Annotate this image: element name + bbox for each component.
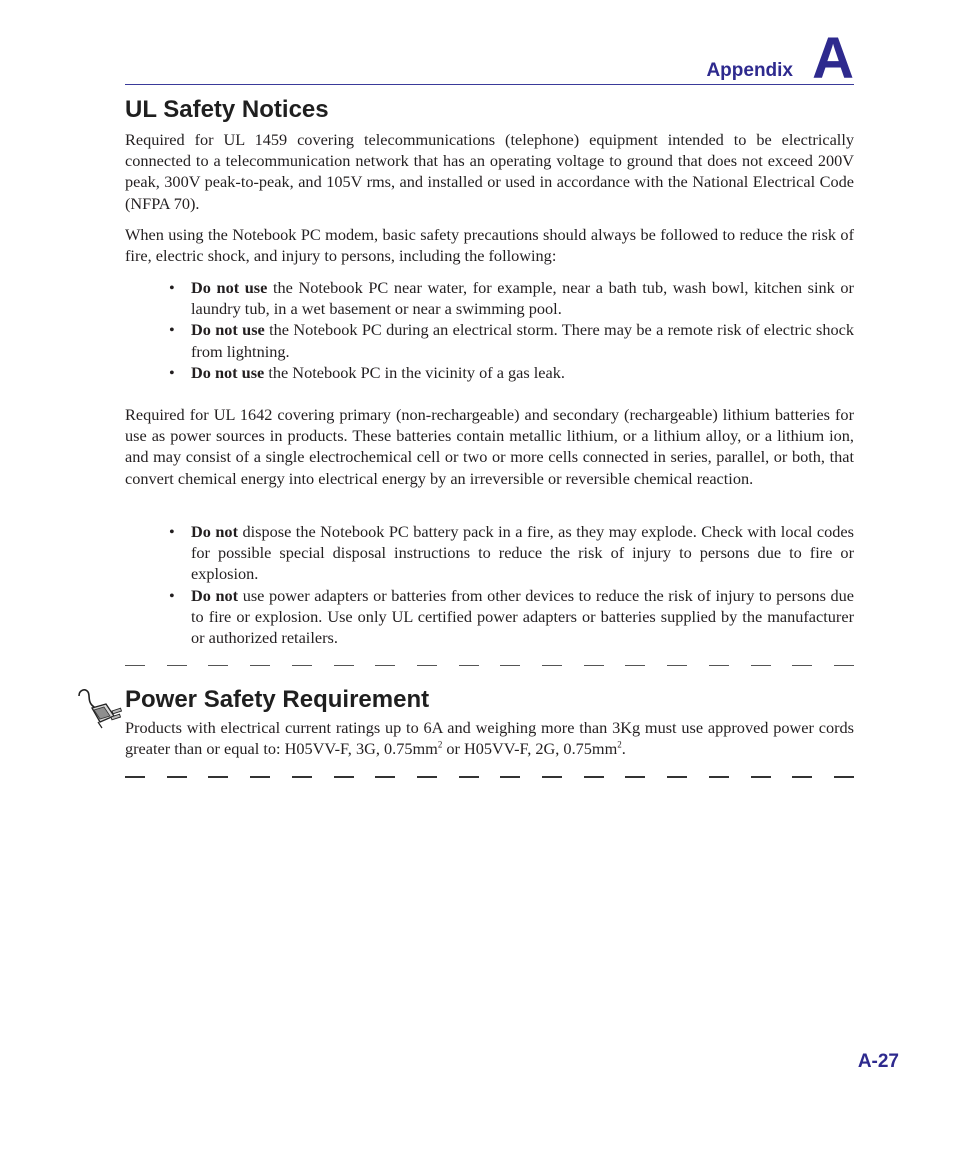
ul-para-1: Required for UL 1459 covering telecommunications (telephone) equipment intended to be electrically connected to a telecommunication network that has an operating voltage to ground that does not exceed 200V peak, 300V peak-to-peak, and 105V rms, and installed or used in accordance with the National Electrical Code (NFPA 70). [125, 130, 854, 213]
header-letter: A [812, 26, 854, 91]
power-safety-text: Products with electrical current ratings up to 6A and weighing more than 3Kg must use approved power cords greater than or equal to: H05VV-F, 3G, $0.75mm^2$ or H05VV-F, 2G, $0.75mm^2$. [125, 718, 854, 759]
ul-bullet-list-1 [165, 277, 854, 383]
page-number: A-27 [857, 1051, 899, 1072]
page-header [125, 26, 854, 91]
dashed-divider-top [125, 665, 854, 667]
header-label: Appendix [706, 60, 793, 81]
power-plug-icon [76, 686, 122, 730]
list-item: • Do not use the Notebook PC during an electrical storm. There may be a remote risk of electric shock from lightning. [169, 320, 854, 361]
list-item: • Do not use power adapters or batteries from other devices to reduce the risk of injury to persons due to fire or explosion. Use only UL certified power adapters or batteries supplied by the manufacturer or authorized retailers. [169, 585, 855, 648]
ul-para-3: Required for UL 1642 covering primary (non-rechargeable) and secondary (rechargeable) lithium batteries for use as power sources in products. These batteries contain metallic lithium, or a lithium alloy, or a lithium ion, and may consist of a single electrochemical cell or two or more cells connected in series, parallel, or both, that convert chemical energy into electrical energy by an irreversible or reversible chemical reaction. [125, 405, 854, 488]
power-safety-title: Power Safety Requirement [125, 686, 430, 713]
ul-safety-title: UL Safety Notices [125, 96, 329, 123]
ul-para-2: When using the Notebook PC modem, basic safety precautions should always be followed to reduce the risk of fire, electric shock, and injury to persons, including the following: [125, 225, 854, 266]
list-item: • Do not use the Notebook PC near water, for example, near a bath tub, wash bowl, kitchen sink or laundry tub, in a wet basement or near a swimming pool. [169, 278, 854, 319]
list-item: • Do not use the Notebook PC in the vicinity of a gas leak. [169, 362, 565, 382]
list-item: • Do not dispose the Notebook PC battery pack in a fire, as they may explode. Check with local codes for possible special disposal instructions to reduce the risk of injury to persons due to fire or explosion. [169, 522, 854, 584]
dashed-divider-bottom [125, 776, 854, 778]
ul-bullet-list-2 [165, 521, 854, 648]
